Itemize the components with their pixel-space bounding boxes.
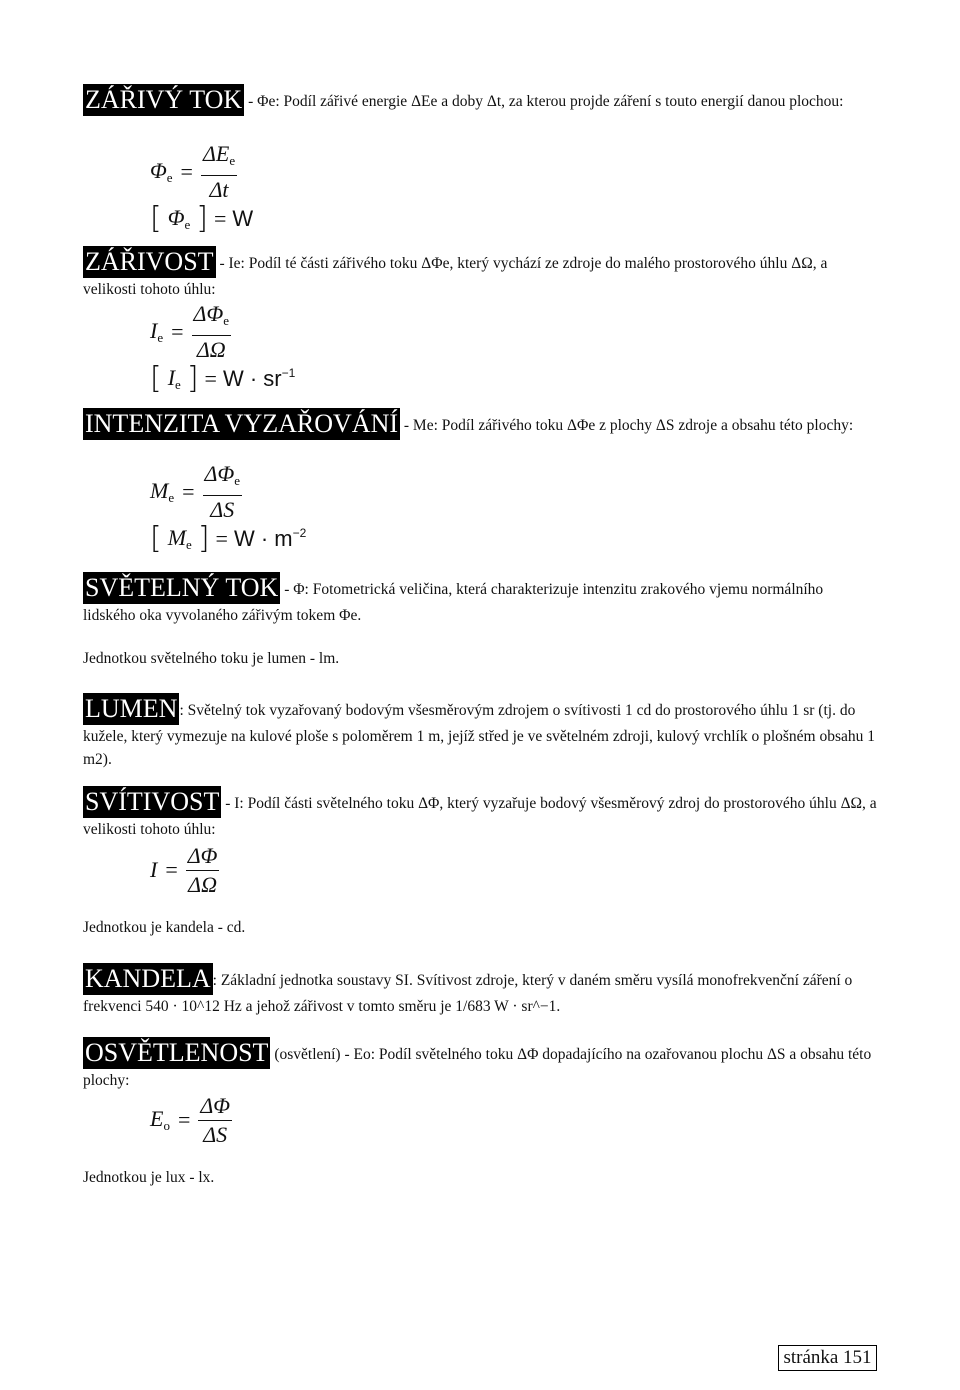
section-text [83,1037,878,1092]
page-number: stránka 151 [778,1345,877,1371]
formula-illuminance: $E_o$ = $\frac{\Delta\Phi}{\Delta S}$ [150,1092,231,1147]
section-heading: ZÁŘIVOST [85,247,214,276]
section-text [83,572,878,627]
section-heading: OSVĚTLENOST [85,1038,269,1067]
formula-fraction: $\frac{\Delta\Phi_e}{\Delta\Omega}$ [193,301,229,362]
section-body: - Φe: Podíl zářivé energie ΔEe a doby Δt, za kterou projde záření s touto energií danou plochou: [244,93,844,110]
section-luminous-flux [83,572,878,627]
formula-radiant-intensity: $I_e$ = $\frac{\Delta\Phi_e}{\Delta\Omega}$ [ $I_e$ ] = $W \cdot sr^{-1}$ [150,301,296,396]
unit-note: Jednotkou světelného toku je lumen - lm. [83,650,340,667]
formula-radiant-exitance: $M_e$ = $\frac{\Delta\Phi_e}{\Delta S}$ [ $M_e$ ] = $W \cdot m^{-2}$ [150,461,307,556]
section-body: : Základní jednotka soustavy SI. Svítivost zdroje, který v daném směru vysílá monofrekvenční záření o frekvenci 540 · 10^12 Hz a jehož zářivost v tomto směru je 1/683 W · sr^−1. [83,972,853,1015]
section-radiant-flux [83,84,878,116]
section-heading: KANDELA [85,964,211,993]
unit-note: Jednotkou je kandela - cd. [83,919,246,936]
section-radiant-intensity [83,246,878,301]
section-heading: ZÁŘIVÝ TOK [85,85,243,114]
formula-fraction: $\frac{\Delta\Phi_e}{\Delta S}$ [204,461,240,522]
formula-luminous-intensity: I = $\frac{\Delta\Phi}{\Delta\Omega}$ [150,842,218,897]
unit-note: Jednotkou je lux - lx. [83,1169,215,1186]
section-heading: INTENZITA VYZAŘOVÁNÍ [85,409,399,438]
section-text [83,84,878,116]
formula-unit: [ $M_e$ ] = $W \cdot m^{-2}$ [150,521,307,556]
formula-fraction: $\frac{\Delta E_e}{\Delta t}$ [202,141,236,202]
section-text [83,408,878,440]
section-body: - Φ: Fotometrická veličina, která charakterizuje intenzitu zrakového vjemu normálního lidského oka vyvolaného zářivým tokem Φe. [83,581,824,624]
formula-radiant-flux: $\Phi_e$ = $\frac{\Delta E_e}{\Delta t}$ [ $\Phi_e$ ] = W [150,141,254,236]
section-luminous-intensity [83,786,878,841]
section-text [83,786,878,841]
formula-fraction: $\frac{\Delta\Phi}{\Delta\Omega}$ [187,842,218,897]
section-text [83,693,878,771]
section-text [83,963,878,1018]
section-body: - I: Podíl části světelného toku ΔΦ, který vyzařuje bodový všesměrový zdroj do prostorového úhlu ΔΩ, a velikosti tohoto úhlu: [83,795,877,838]
section-heading: LUMEN [85,694,178,723]
section-body: : Světelný tok vyzařovaný bodovým všesměrovým zdrojem o svítivosti 1 cd do prostorového úhlu 1 sr (tj. do kužele, který vymezuje na kulové ploše s poloměrem 1 m, jejíž střed je ve světelném zdroji, kulový vrchlík o plošném obsahu 1 m2). [83,702,876,768]
section-heading: SVĚTELNÝ TOK [85,573,279,602]
formula-unit: [ $I_e$ ] = $W \cdot sr^{-1}$ [150,361,296,396]
section-body: - Ie: Podíl té části zářivého toku ΔΦe, který vychází ze zdroje do malého prostorového úhlu ΔΩ, a velikosti tohoto úhlu: [83,255,828,298]
section-text [83,246,878,301]
section-body: - Me: Podíl zářivého toku ΔΦe z plochy ΔS zdroje a obsahu této plochy: [400,417,854,434]
section-body: (osvětlení) - Eo: Podíl světelného toku ΔΦ dopadajícího na ozařovanou plochu ΔS a obsahu této plochy: [83,1046,872,1089]
section-lumen [83,693,878,771]
formula-lhs: $\Phi_e$ [150,158,173,185]
formula-fraction: $\frac{\Delta\Phi}{\Delta S}$ [200,1092,231,1147]
section-illuminance [83,1037,878,1092]
section-candela [83,963,878,1018]
section-radiant-exitance [83,408,878,440]
formula-unit: [ $\Phi_e$ ] = W [150,201,254,236]
section-heading: SVÍTIVOST [85,787,220,816]
